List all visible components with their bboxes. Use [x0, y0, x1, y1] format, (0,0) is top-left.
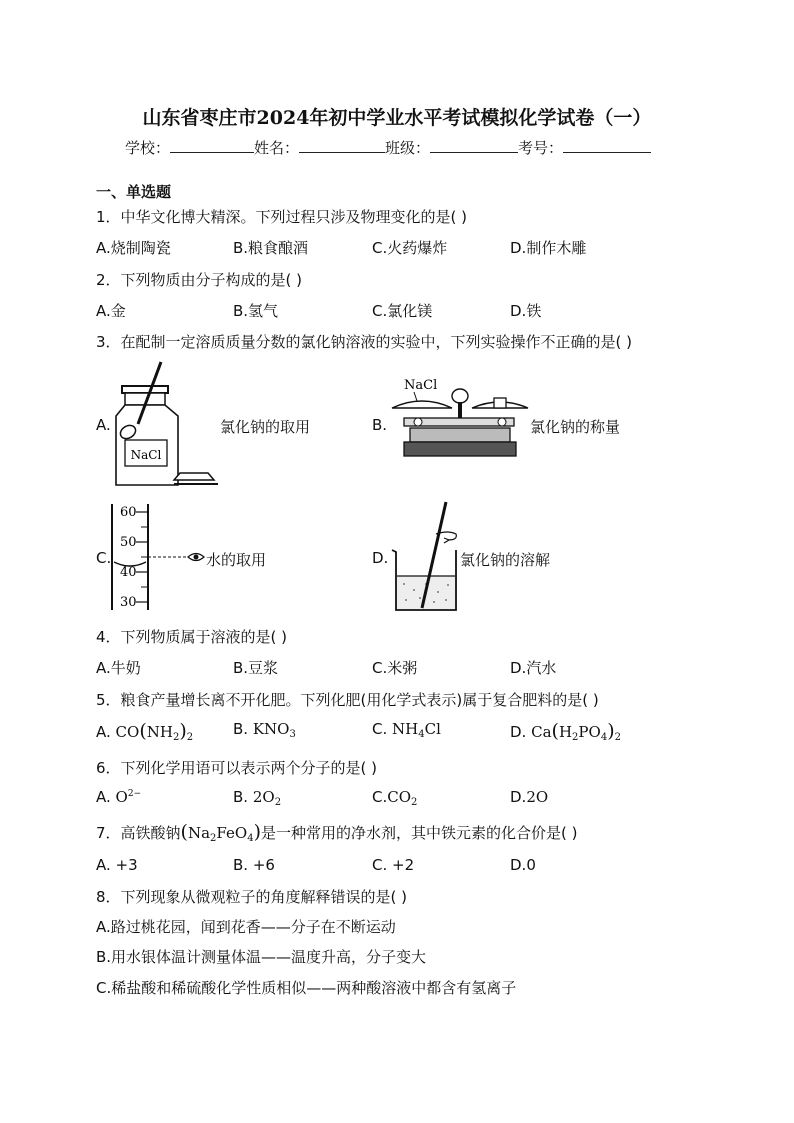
q4-option-c[interactable]: C.米粥 — [372, 659, 418, 677]
school-field[interactable] — [170, 138, 254, 153]
q5-option-d[interactable]: D. $Ca(H_2PO_4)_2$ — [510, 720, 621, 743]
q3-option-c-letter[interactable]: C. — [96, 549, 112, 567]
q4-option-b[interactable]: B.豆浆 — [233, 659, 279, 677]
question-3-stem: 3．在配制一定溶质质量分数的氯化钠溶液的实验中，下列实验操作不正确的是( ) — [96, 333, 633, 351]
name-label: 姓名： — [254, 139, 300, 157]
question-7-stem: 7．高铁酸钠$(Na_2FeO_4)$是一种常用的净水剂，其中铁元素的化合价是( ) — [96, 821, 578, 844]
q3-figure-b-caption: 氯化钠的称量 — [530, 418, 621, 436]
q3-figure-a-caption: 氯化钠的取用 — [220, 418, 311, 436]
question-1-stem: 1．中华文化博大精深。下列过程只涉及物理变化的是( ) — [96, 208, 468, 226]
q1-option-b[interactable]: B.粮食酿酒 — [233, 239, 309, 257]
q7-option-a[interactable]: A. +3 — [96, 856, 138, 874]
q7-option-d[interactable]: D.0 — [510, 856, 536, 874]
q1-option-d[interactable]: D.制作木雕 — [510, 239, 587, 257]
q3-option-d-letter[interactable]: D. — [372, 549, 389, 567]
q8-option-b[interactable]: B.用水银体温计测量体温——温度升高，分子变大 — [96, 948, 427, 966]
q6-option-d[interactable]: D.2O — [510, 788, 549, 806]
q2-option-c[interactable]: C.氯化镁 — [372, 302, 433, 320]
q8-option-a[interactable]: A.路过桃花园，闻到花香——分子在不断运动 — [96, 918, 396, 936]
balance-figure — [384, 372, 530, 467]
q7-option-b[interactable]: B. +6 — [233, 856, 275, 874]
question-2-stem: 2．下列物质由分子构成的是( ) — [96, 271, 303, 289]
q2-option-d[interactable]: D.铁 — [510, 302, 542, 320]
q5-option-b[interactable]: B. $KNO_3$ — [233, 720, 296, 740]
q2-option-b[interactable]: B.氢气 — [233, 302, 279, 320]
q1-option-c[interactable]: C.火药爆炸 — [372, 239, 448, 257]
q2-option-a[interactable]: A.金 — [96, 302, 126, 320]
cylinder-tick-30: 30 — [120, 595, 137, 610]
q4-option-a[interactable]: A.牛奶 — [96, 659, 141, 677]
reagent-bottle-figure — [108, 360, 220, 490]
q5-option-c[interactable]: C. $NH_4Cl$ — [372, 720, 441, 740]
q8-option-c[interactable]: C.稀盐酸和稀硫酸化学性质相似——两种酸溶液中都含有氢离子 — [96, 979, 517, 997]
graduated-cylinder-figure — [108, 500, 208, 612]
q3-figure-c-caption: 水的取用 — [206, 551, 267, 569]
question-6-stem: 6．下列化学用语可以表示两个分子的是( ) — [96, 759, 378, 777]
q6-option-a[interactable]: A. $O^{2-}$ — [96, 788, 142, 806]
beaker-figure — [386, 500, 462, 612]
section-title: 一、单选题 — [96, 183, 172, 201]
q4-option-d[interactable]: D.汽水 — [510, 659, 557, 677]
q3-option-b-letter[interactable]: B. — [372, 416, 388, 434]
cylinder-tick-40: 40 — [120, 565, 137, 580]
class-label: 班级： — [385, 139, 431, 157]
question-8-stem: 8．下列现象从微观粒子的角度解释错误的是( ) — [96, 888, 408, 906]
class-field[interactable] — [430, 138, 518, 153]
school-label: 学校： — [125, 139, 171, 157]
cylinder-tick-60: 60 — [120, 505, 137, 520]
cylinder-tick-50: 50 — [120, 535, 137, 550]
exam-number-field[interactable] — [563, 138, 651, 153]
reagent-label: NaCl — [130, 448, 162, 462]
q6-option-b[interactable]: B. $2O_2$ — [233, 788, 282, 808]
q3-figure-d-caption: 氯化钠的溶解 — [460, 551, 551, 569]
q6-option-c[interactable]: $C.CO_2$ — [372, 788, 418, 808]
question-5-stem: 5．粮食产量增长离不开化肥。下列化肥(用化学式表示)属于复合肥料的是( ) — [96, 691, 599, 709]
q5-option-a[interactable]: A. $CO(NH_2)_2$ — [96, 720, 194, 743]
q7-option-c[interactable]: C. +2 — [372, 856, 415, 874]
name-field[interactable] — [299, 138, 385, 153]
q1-option-a[interactable]: A.烧制陶瓷 — [96, 239, 171, 257]
balance-reagent-label: NaCl — [404, 378, 438, 393]
q3-option-a-letter[interactable]: A. — [96, 416, 111, 434]
question-4-stem: 4．下列物质属于溶液的是( ) — [96, 628, 288, 646]
exam-number-label: 考号： — [518, 139, 564, 157]
student-info-line — [125, 137, 651, 158]
page-title: 山东省枣庄市2024年初中学业水平考试模拟化学试卷（一） — [142, 107, 652, 129]
